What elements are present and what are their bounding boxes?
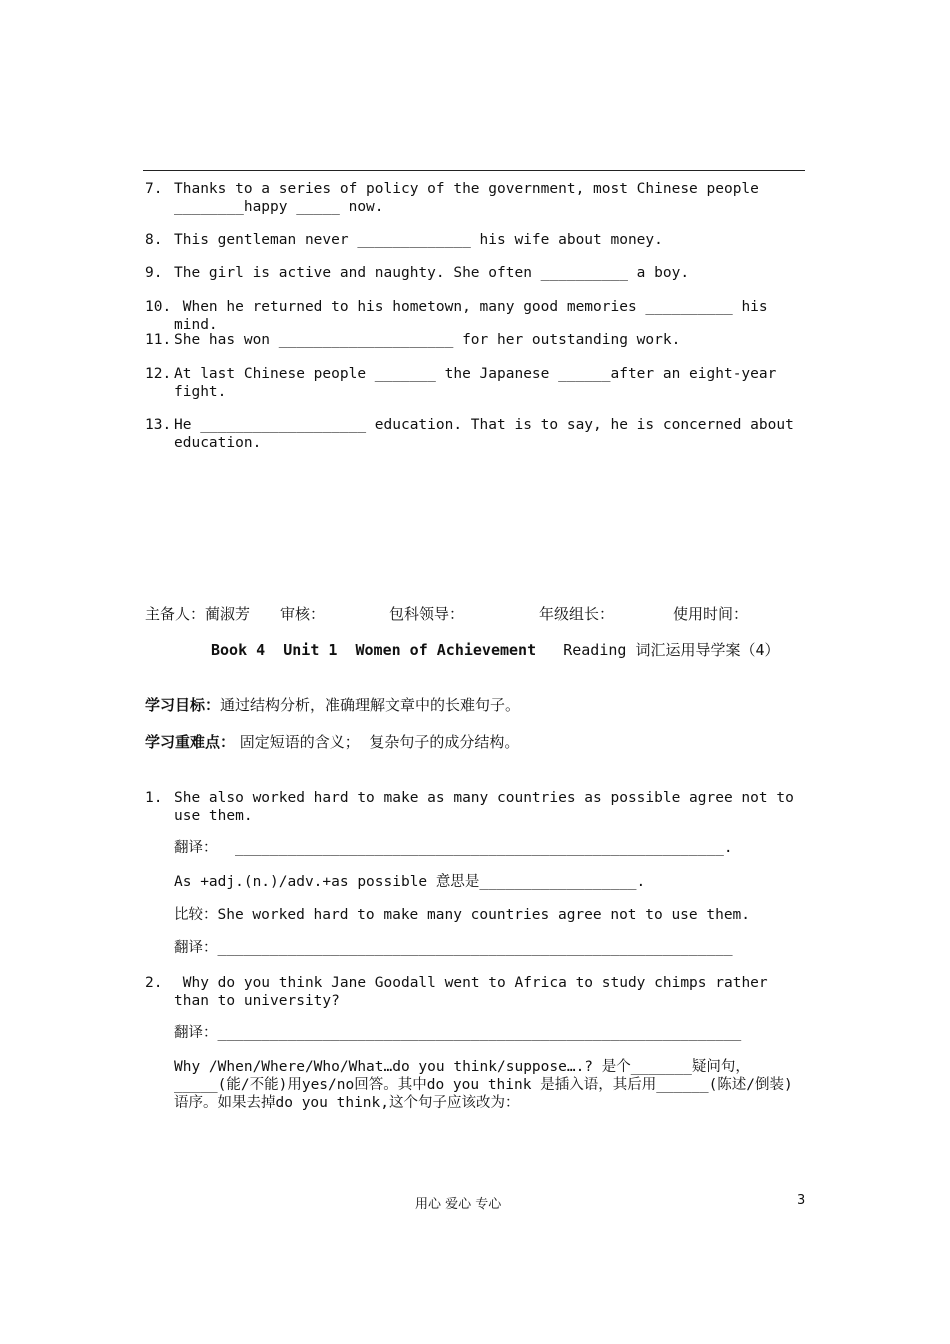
exercise-number: 11. bbox=[145, 332, 172, 348]
preparer-label: 主备人：蔺淑芳 bbox=[145, 605, 251, 623]
learning-focus-label: 学习重难点： bbox=[145, 733, 236, 751]
exercise-text: Thanks to a series of policy of the government, most Chinese people ________happy _____ now. bbox=[174, 181, 768, 215]
exercise-item-8 bbox=[145, 231, 805, 251]
exercise-item-7 bbox=[145, 180, 805, 220]
page-number: 3 bbox=[797, 1193, 806, 1208]
question-text: Why do you think Jane Goodall went to Africa to study chimps rather than to university? bbox=[174, 975, 777, 1009]
question-1 bbox=[145, 789, 805, 829]
exercise-text: She has won ____________________ for her outstanding work. bbox=[174, 332, 681, 348]
q2-translation-line: 翻译：____________________________________________________________ bbox=[174, 1025, 742, 1041]
subject-leader-label: 包科领导： bbox=[389, 605, 465, 623]
exercise-item-10 bbox=[145, 298, 805, 333]
q1-translation-line-2: 翻译：___________________________________________________________ bbox=[174, 940, 733, 956]
exercise-number: 13. bbox=[145, 417, 172, 433]
exercise-text: When he returned to his hometown, many good memories __________ his mind. bbox=[174, 299, 777, 333]
header-rule bbox=[143, 170, 805, 171]
learning-goal bbox=[145, 696, 805, 714]
q2-grammar-note: Why /When/Where/Who/What…do you think/suppose….? 是个_______疑问句，_____(能/不能)用yes/no回答。其中do you think 是插入语，其后用______(陈述/倒装)语序。如果去掉do you think,这个句子应该改为： bbox=[174, 1059, 793, 1111]
exercise-number: 12. bbox=[145, 366, 172, 382]
lesson-title bbox=[211, 641, 811, 659]
reviewer-label: 审核： bbox=[280, 605, 326, 623]
exercise-text: The girl is active and naughty. She often __________ a boy. bbox=[174, 265, 690, 281]
grade-leader-label: 年级组长： bbox=[539, 605, 615, 623]
exercise-text: He ___________________ education. That is to say, he is concerned about education. bbox=[174, 417, 803, 451]
exercise-item-9 bbox=[145, 264, 805, 284]
question-2 bbox=[145, 974, 805, 1014]
q1-compare-line: 比较：She worked hard to make many countries agree not to use them. bbox=[174, 907, 751, 923]
learning-focus-text: 固定短语的含义； 复杂句子的成分结构。 bbox=[235, 733, 520, 751]
learning-goal-label: 学习目标： bbox=[145, 696, 221, 714]
lesson-title-sub: Reading 词汇运用导学案（4） bbox=[563, 641, 780, 659]
use-time-label: 使用时间： bbox=[673, 605, 749, 623]
question-number: 2. bbox=[145, 975, 163, 991]
learning-goal-text: 通过结构分析，准确理解文章中的长难句子。 bbox=[220, 696, 521, 714]
q1-pattern-line: As +adj.(n.)/adv.+as possible 意思是__________________. bbox=[174, 874, 646, 890]
footer-motto: 用心 爱心 专心 bbox=[415, 1197, 502, 1212]
exercise-item-11 bbox=[145, 331, 805, 351]
exercise-item-12 bbox=[145, 365, 805, 405]
exercise-item-13 bbox=[145, 416, 805, 456]
exercise-number: 9. bbox=[145, 265, 163, 281]
exercise-number: 10. bbox=[145, 299, 172, 315]
exercise-number: 7. bbox=[145, 181, 163, 197]
q1-translation-line: 翻译： ________________________________________________________. bbox=[174, 840, 733, 856]
exercise-text: At last Chinese people _______ the Japanese ______after an eight-year fight. bbox=[174, 366, 786, 400]
exercise-number: 8. bbox=[145, 232, 163, 248]
exercise-text: This gentleman never _____________ his wife about money. bbox=[174, 232, 663, 248]
question-number: 1. bbox=[145, 790, 163, 806]
learning-focus bbox=[145, 733, 805, 751]
lesson-title-main: Book 4 Unit 1 Women of Achievement bbox=[211, 641, 537, 659]
question-text: She also worked hard to make as many countries as possible agree not to use them. bbox=[174, 790, 803, 824]
